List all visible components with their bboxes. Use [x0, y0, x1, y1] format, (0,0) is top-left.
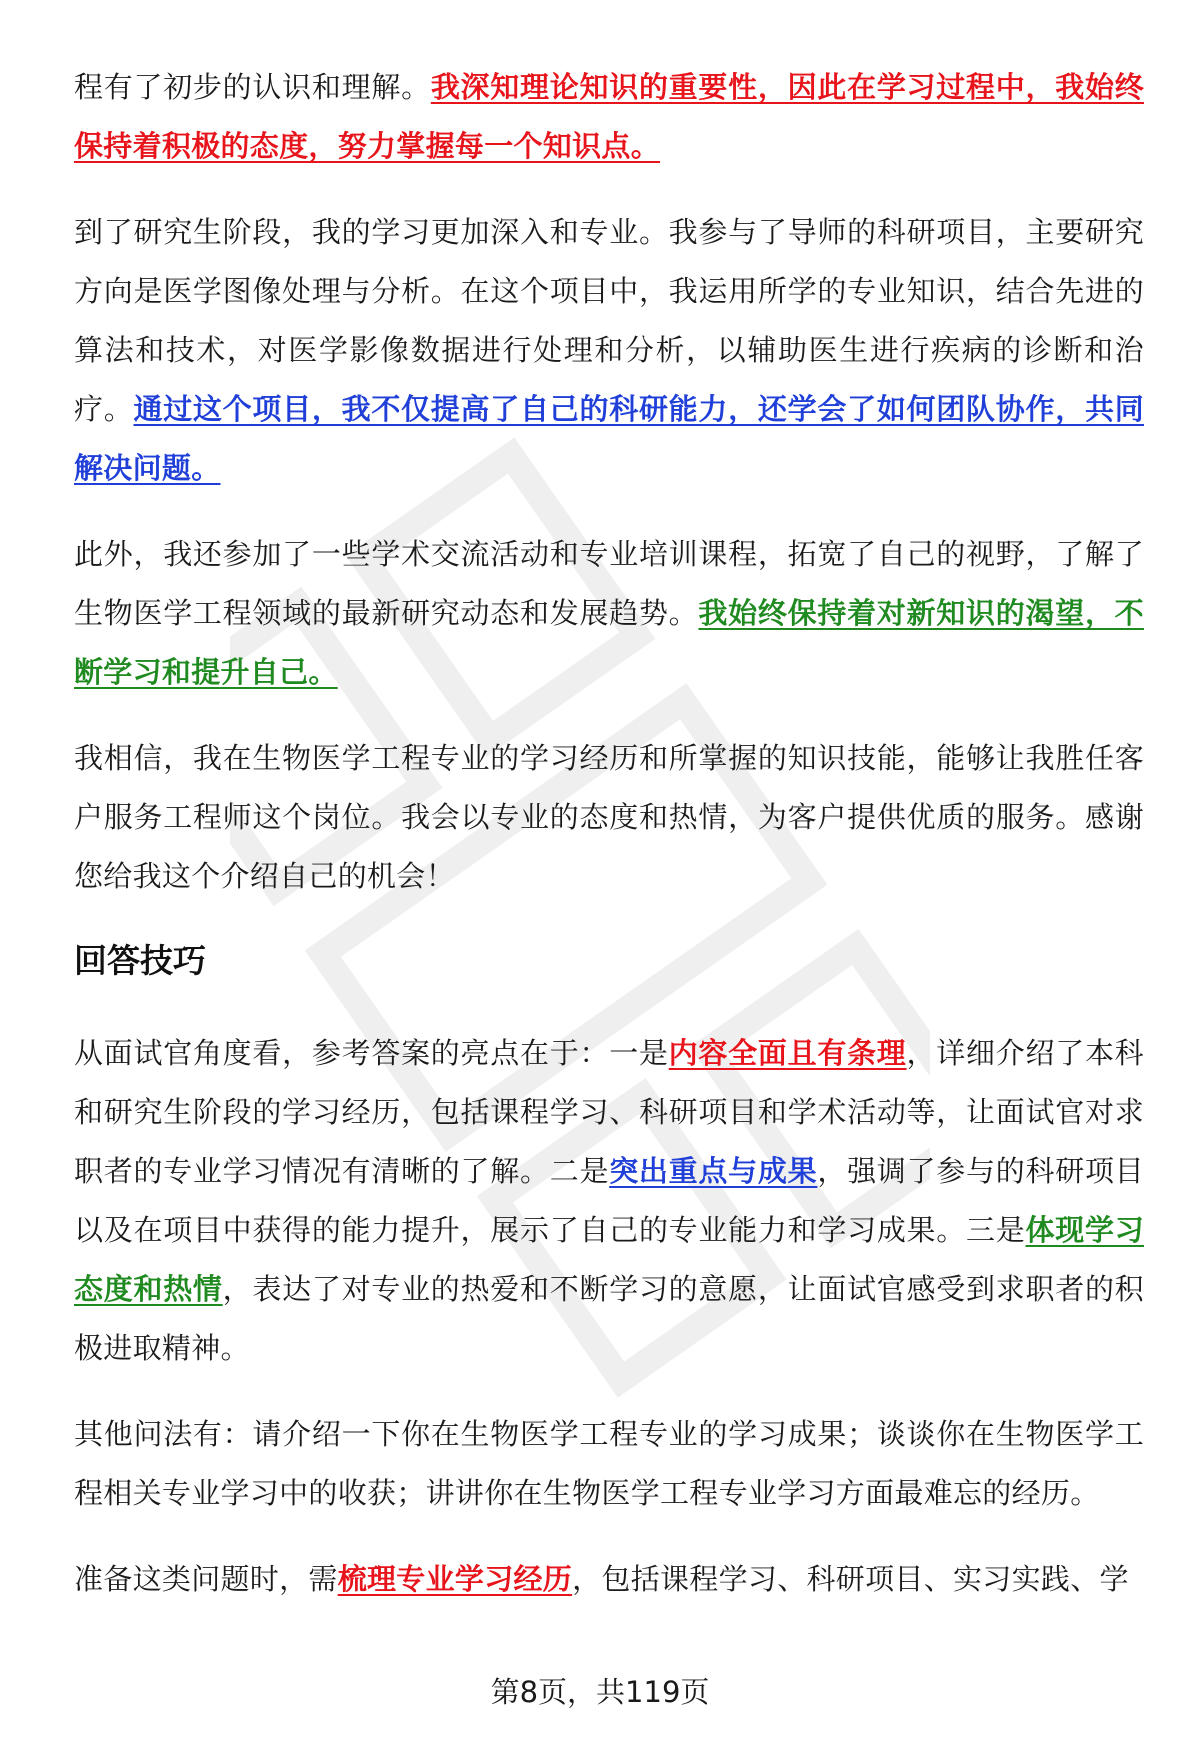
tips-paragraph	[74, 1024, 1144, 1378]
paragraph-1	[74, 58, 1144, 176]
tips-text: 从面试官角度看，参考答案的亮点在于：一是	[74, 1036, 669, 1070]
highlight-green: 体现学习态度和热情	[74, 1213, 1145, 1306]
highlight-red: 内容全面且有条理	[668, 1036, 907, 1070]
other-questions-paragraph: 其他问法有：请介绍一下你在生物医学工程专业的学习成果；谈谈你在生物医学工程相关专业学习中的收获；讲讲你在生物医学工程专业学习方面最难忘的经历。	[74, 1417, 1144, 1510]
page-number: 第8页，共119页	[490, 1675, 710, 1709]
paragraph-text: 此外，我还参加了一些学术交流活动和专业培训课程，拓宽了自己的视野，了解了生物医学工程领域的最新研究动态和发展趋势。	[74, 537, 1144, 630]
highlight-red: 我深知理论知识的重要性，因此在学习过程中，我始终保持着积极的态度，努力掌握每一个知识点。	[74, 70, 1144, 163]
paragraph-4: 我相信，我在生物医学工程专业的学习经历和所掌握的知识技能，能够让我胜任客户服务工程师这个岗位。我会以专业的态度和热情，为客户提供优质的服务。感谢您给我这个介绍自己的机会！	[74, 741, 1144, 893]
paragraph-text: 程有了初步的认识和理解。	[74, 70, 431, 104]
tips-text: ，强调了参与的科研项目以及在项目中获得的能力提升，展示了自己的专业能力和学习成果。三是	[74, 1154, 1144, 1247]
prepare-paragraph	[74, 1550, 1144, 1609]
section-heading: 回答技巧	[74, 941, 206, 980]
prepare-text: 准备这类问题时，需	[74, 1562, 338, 1596]
prepare-text: ，包括课程学习、科研项目、实习实践、学	[572, 1562, 1129, 1596]
document-page	[74, 58, 1144, 1636]
highlight-blue: 通过这个项目，我不仅提高了自己的科研能力，还学会了如何团队协作，共同解决问题。	[74, 392, 1144, 485]
highlight-red: 梳理专业学习经历	[337, 1562, 573, 1596]
paragraph-text: 到了研究生阶段，我的学习更加深入和专业。我参与了导师的科研项目，主要研究方向是医学图像处理与分析。在这个项目中，我运用所学的专业知识，结合先进的算法和技术，对医学影像数据进行处理和分析，以辅助医生进行疾病的诊断和治疗。	[74, 215, 1144, 426]
paragraph-3	[74, 525, 1144, 702]
highlight-green: 我始终保持着对新知识的渴望，不断学习和提升自己。	[74, 596, 1144, 689]
tips-text: ，表达了对专业的热爱和不断学习的意愿，让面试官感受到求职者的积极进取精神。	[74, 1272, 1144, 1365]
paragraph-2	[74, 203, 1144, 498]
highlight-blue: 突出重点与成果	[609, 1154, 818, 1188]
tips-text: ，详细介绍了本科和研究生阶段的学习经历，包括课程学习、科研项目和学术活动等，让面试官对求职者的专业学习情况有清晰的了解。二是	[74, 1036, 1144, 1188]
